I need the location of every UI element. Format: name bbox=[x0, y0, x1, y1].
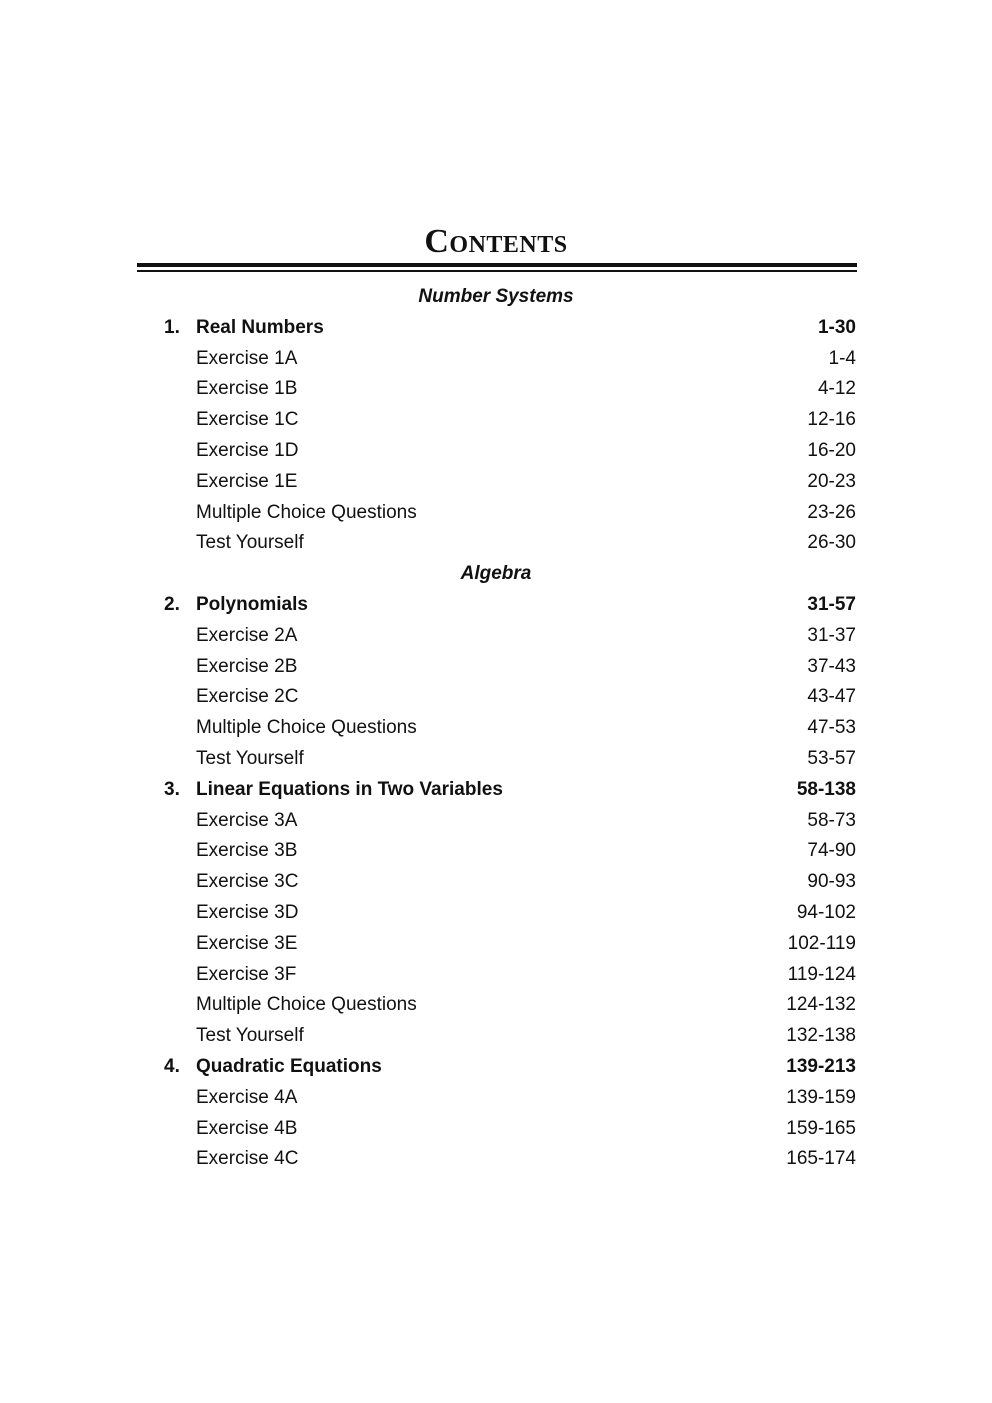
exercise-pages: 12-16 bbox=[807, 409, 856, 431]
exercise-pages: 102-119 bbox=[787, 932, 856, 954]
exercise-label: Exercise 3D bbox=[196, 901, 299, 923]
exercise-pages: 58-73 bbox=[807, 809, 856, 831]
exercise-entry[interactable] bbox=[164, 806, 856, 837]
exercise-pages: 43-47 bbox=[807, 686, 856, 708]
exercise-pages: 159-165 bbox=[786, 1117, 856, 1139]
exercise-entry[interactable] bbox=[164, 867, 856, 898]
chapter-number: 3. bbox=[164, 778, 180, 800]
exercise-label: Exercise 1A bbox=[196, 347, 298, 369]
chapter-title: Polynomials bbox=[196, 593, 308, 615]
exercise-label: Exercise 4B bbox=[196, 1117, 298, 1139]
exercise-pages: 74-90 bbox=[807, 840, 856, 862]
chapter-number: 2. bbox=[164, 593, 180, 615]
exercise-pages: 119-124 bbox=[787, 963, 856, 985]
table-of-contents bbox=[164, 282, 856, 1175]
exercise-entry[interactable] bbox=[164, 744, 856, 775]
exercise-pages: 26-30 bbox=[807, 532, 856, 554]
exercise-entry[interactable] bbox=[164, 836, 856, 867]
exercise-label: Exercise 3E bbox=[196, 932, 298, 954]
exercise-entry[interactable] bbox=[164, 621, 856, 652]
exercise-label: Exercise 3A bbox=[196, 809, 298, 831]
exercise-entry[interactable] bbox=[164, 528, 856, 559]
exercise-label: Test Yourself bbox=[196, 747, 304, 769]
exercise-label: Exercise 1E bbox=[196, 470, 298, 492]
exercise-label: Exercise 4A bbox=[196, 1086, 298, 1108]
chapter-pages: 58-138 bbox=[796, 778, 856, 800]
exercise-entry[interactable] bbox=[164, 405, 856, 436]
exercise-entry[interactable] bbox=[164, 929, 856, 960]
page-title: Contents bbox=[424, 223, 568, 260]
chapter-pages: 1-30 bbox=[817, 316, 856, 338]
exercise-label: Test Yourself bbox=[196, 532, 304, 554]
exercise-pages: 37-43 bbox=[807, 655, 856, 677]
exercise-label: Exercise 1D bbox=[196, 439, 299, 461]
chapter-entry[interactable] bbox=[164, 1052, 856, 1083]
chapter-title: Real Numbers bbox=[196, 316, 324, 338]
exercise-label: Multiple Choice Questions bbox=[196, 501, 417, 523]
exercise-label: Exercise 2B bbox=[196, 655, 298, 677]
section-heading: Number Systems bbox=[418, 286, 574, 307]
exercise-entry[interactable] bbox=[164, 498, 856, 529]
exercise-entry[interactable] bbox=[164, 898, 856, 929]
chapter-number: 4. bbox=[164, 1055, 180, 1077]
chapter-number: 1. bbox=[164, 316, 180, 338]
exercise-entry[interactable] bbox=[164, 1021, 856, 1052]
exercise-label: Exercise 3B bbox=[196, 840, 298, 862]
exercise-pages: 139-159 bbox=[786, 1086, 856, 1108]
section-heading: Algebra bbox=[460, 563, 532, 585]
exercise-entry[interactable] bbox=[164, 990, 856, 1021]
exercise-entry[interactable] bbox=[164, 713, 856, 744]
exercise-entry[interactable] bbox=[164, 374, 856, 405]
exercise-entry[interactable] bbox=[164, 467, 856, 498]
title-rule-thin bbox=[137, 270, 857, 272]
chapter-title: Quadratic Equations bbox=[196, 1055, 382, 1077]
exercise-entry[interactable] bbox=[164, 682, 856, 713]
title-rule-thick bbox=[137, 263, 857, 267]
chapter-title: Linear Equations in Two Variables bbox=[196, 778, 503, 800]
exercise-label: Multiple Choice Questions bbox=[196, 717, 417, 739]
exercise-entry[interactable] bbox=[164, 1083, 856, 1114]
chapter-entry[interactable] bbox=[164, 775, 856, 806]
exercise-label: Exercise 1B bbox=[196, 378, 298, 400]
exercise-label: Test Yourself bbox=[196, 1025, 304, 1047]
exercise-pages: 31-37 bbox=[807, 624, 856, 646]
exercise-pages: 16-20 bbox=[807, 439, 856, 461]
exercise-pages: 53-57 bbox=[807, 747, 856, 769]
exercise-pages: 23-26 bbox=[807, 501, 856, 523]
exercise-pages: 165-174 bbox=[786, 1148, 856, 1170]
chapter-entry[interactable] bbox=[164, 313, 856, 344]
exercise-entry[interactable] bbox=[164, 344, 856, 375]
exercise-label: Exercise 2C bbox=[196, 686, 299, 708]
chapter-pages: 139-213 bbox=[786, 1055, 856, 1077]
exercise-pages: 1-4 bbox=[828, 347, 856, 369]
exercise-pages: 124-132 bbox=[786, 994, 856, 1016]
exercise-entry[interactable] bbox=[164, 1144, 856, 1175]
exercise-entry[interactable] bbox=[164, 1114, 856, 1145]
exercise-pages: 20-23 bbox=[807, 470, 856, 492]
exercise-label: Exercise 1C bbox=[196, 409, 299, 431]
exercise-pages: 94-102 bbox=[796, 901, 856, 923]
exercise-pages: 132-138 bbox=[786, 1025, 856, 1047]
exercise-pages: 90-93 bbox=[807, 871, 856, 893]
exercise-label: Exercise 4C bbox=[196, 1148, 299, 1170]
exercise-pages: 47-53 bbox=[807, 717, 856, 739]
chapter-entry[interactable] bbox=[164, 590, 856, 621]
exercise-entry[interactable] bbox=[164, 960, 856, 991]
exercise-label: Exercise 2A bbox=[196, 624, 298, 646]
exercise-label: Multiple Choice Questions bbox=[196, 994, 417, 1016]
exercise-label: Exercise 3F bbox=[196, 963, 297, 985]
exercise-pages: 4-12 bbox=[817, 378, 856, 400]
exercise-entry[interactable] bbox=[164, 652, 856, 683]
exercise-label: Exercise 3C bbox=[196, 871, 299, 893]
chapter-pages: 31-57 bbox=[807, 593, 856, 615]
exercise-entry[interactable] bbox=[164, 436, 856, 467]
